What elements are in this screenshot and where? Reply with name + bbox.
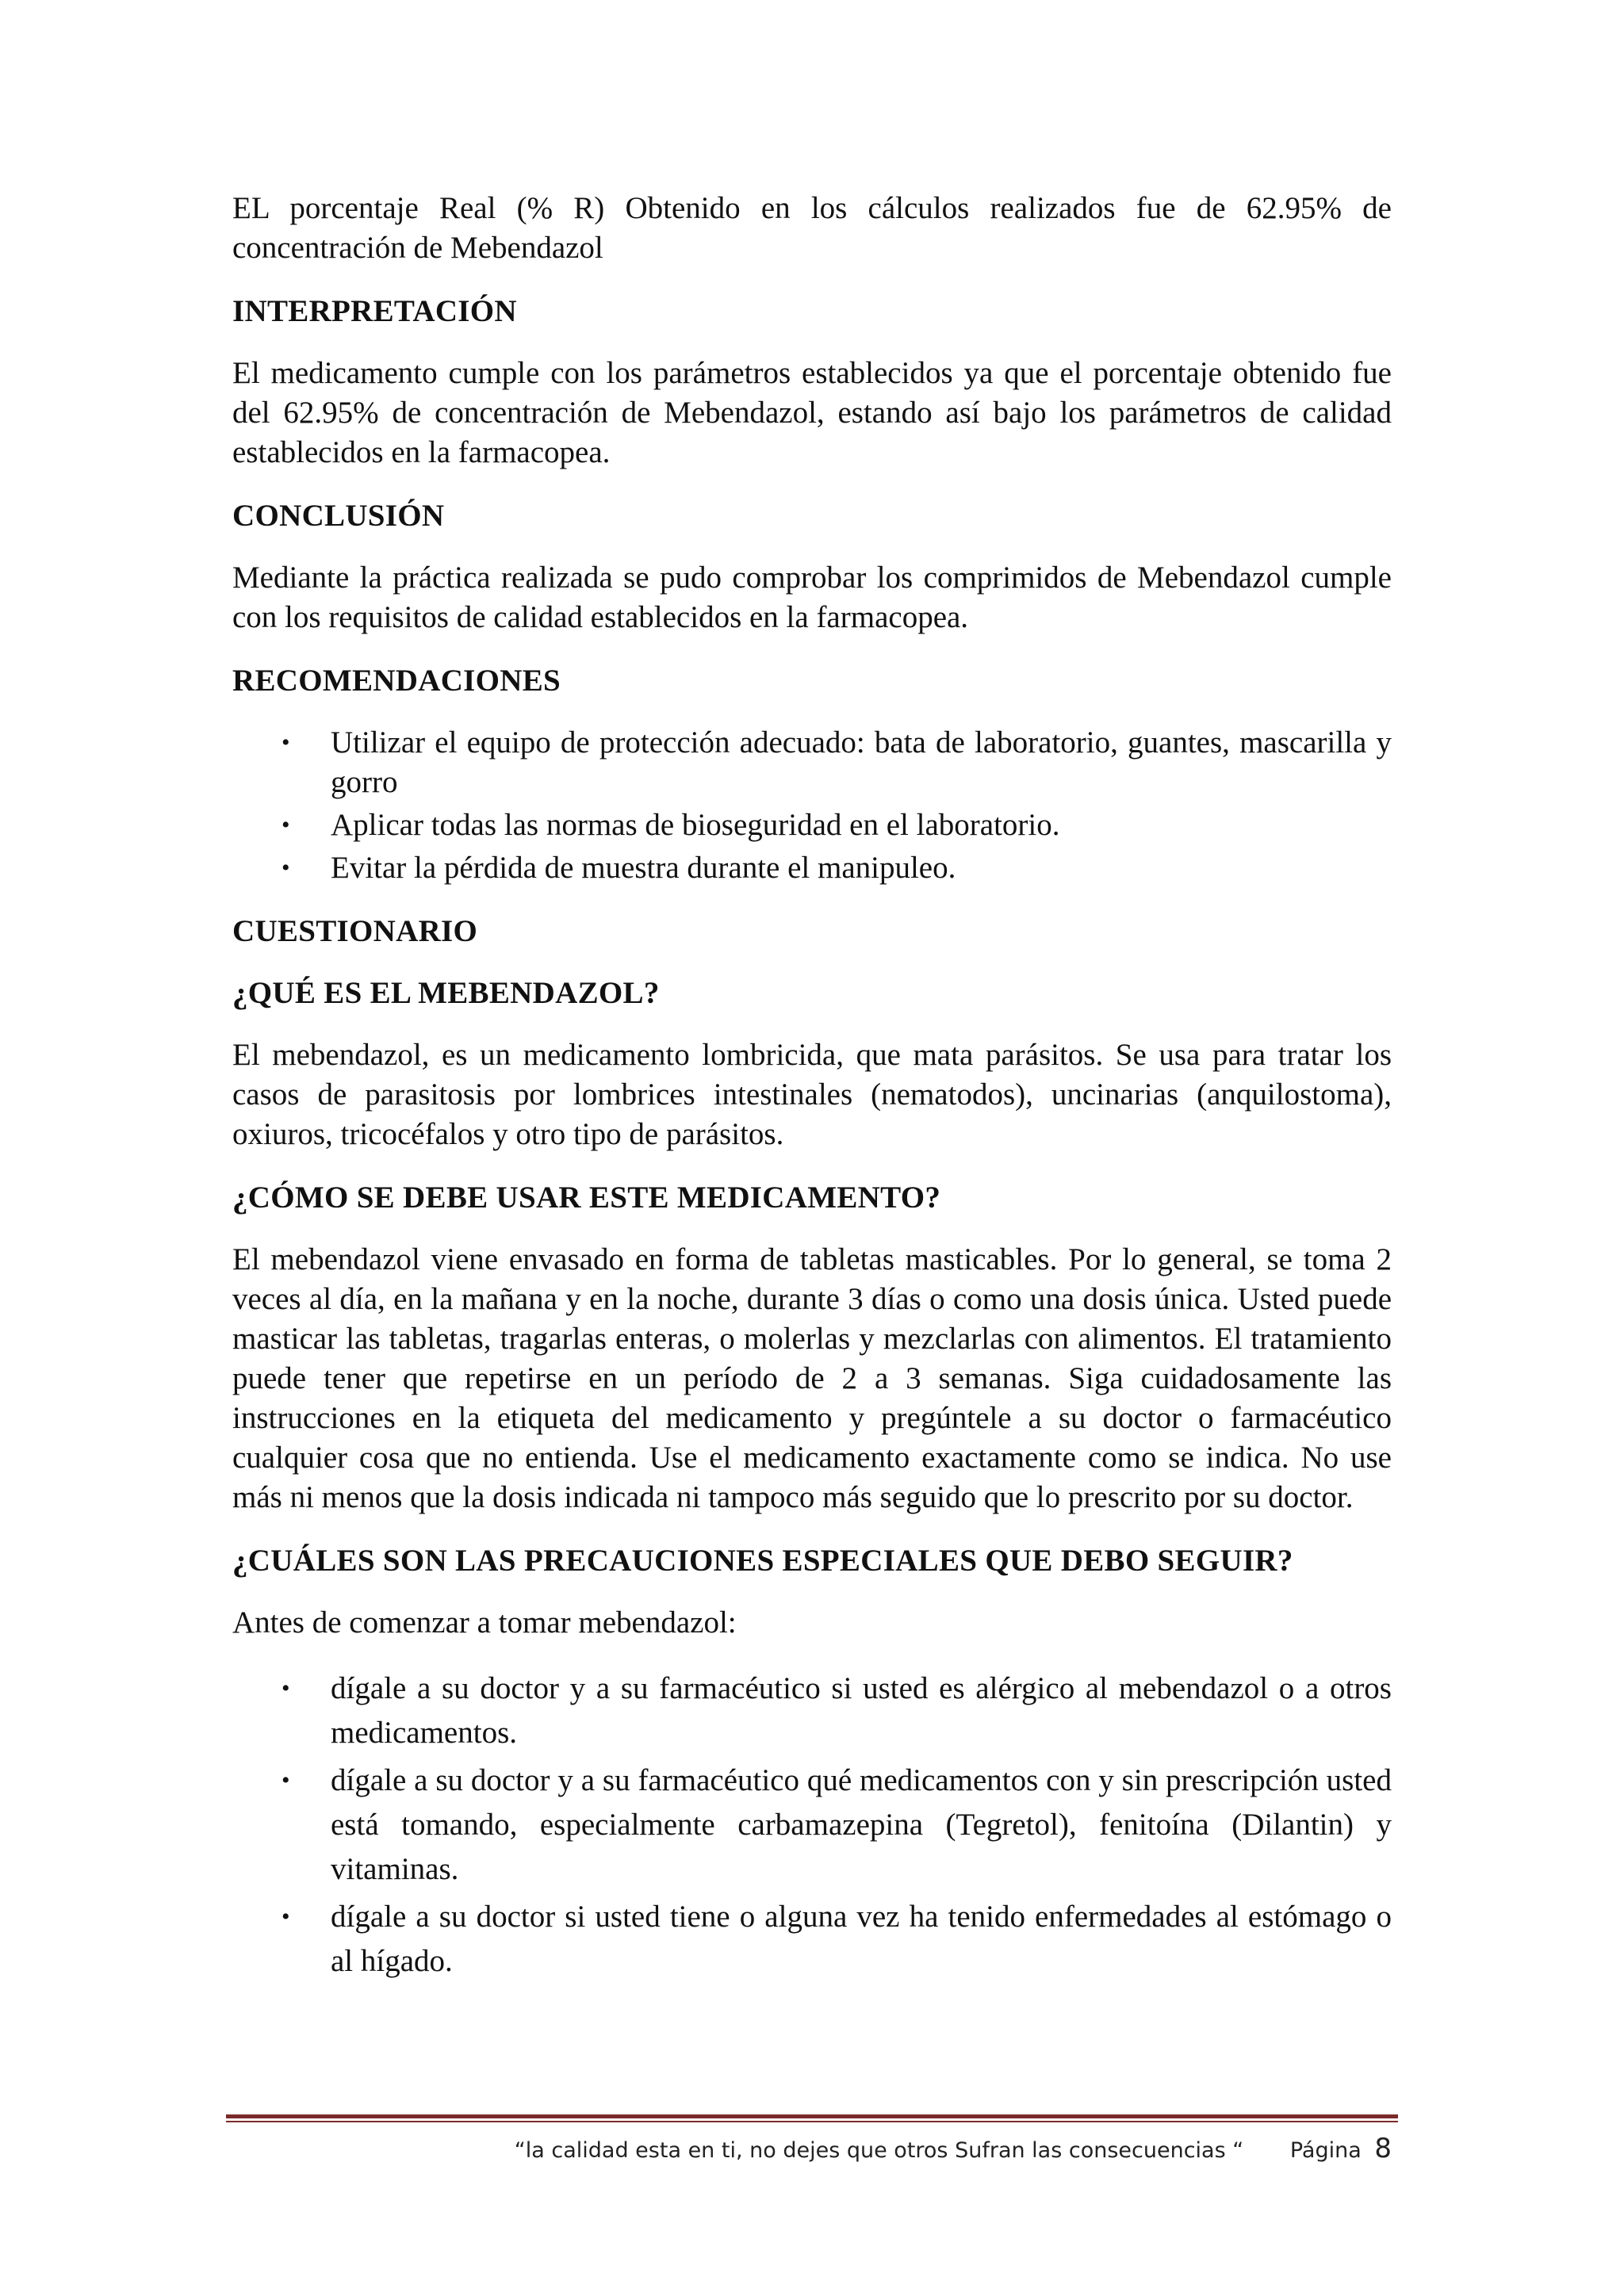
intro-paragraph: EL porcentaje Real (% R) Obtenido en los cálculos realizados fue de 62.95% de concentración de Mebendazol — [232, 191, 1392, 265]
footer-quote: “la calidad esta en ti, no dejes que otros Sufran las consecuencias “ — [514, 2138, 1244, 2163]
bullet-icon: • — [282, 1904, 290, 1930]
heading-conclusion: CONCLUSIÓN — [232, 499, 445, 533]
heading-cuestionario: CUESTIONARIO — [232, 914, 478, 948]
conclusion-paragraph: Mediante la práctica realizada se pudo comprobar los comprimidos de Mebendazol cumple con los requisitos de calidad establecidos en la farmacopea. — [232, 561, 1392, 634]
question-heading-2: ¿CÓMO SE DEBE USAR ESTE MEDICAMENTO? — [232, 1181, 941, 1215]
list-item: • Aplicar todas las normas de bioseguridad en el laboratorio. — [232, 806, 1392, 845]
footer-divider — [226, 2114, 1398, 2122]
list-item: • Evitar la pérdida de muestra durante el manipuleo. — [232, 848, 1392, 888]
question-heading-1: ¿QUÉ ES EL MEBENDAZOL? — [232, 976, 660, 1010]
answer-paragraph-2: El mebendazol viene envasado en forma de tabletas masticables. Por lo general, se toma 2 veces al día, en la mañana y en la noche, durante 3 días o como una dosis única. Usted puede masticar las tabletas, tragarlas enteras, o molerlas y mezclarlas con alimentos. El tratamiento puede tener que repetirse en un período de 2 a 3 semanas. Siga cuidadosamente las instrucciones en la etiqueta del medicamento y pregúntele a su doctor o farmacéutico cualquier cosa que no entienda. Use el medicamento exactamente como se indica. No use más ni menos que la dosis indicada ni tampoco más seguido que lo prescrito por su doctor. — [232, 1242, 1392, 1514]
bullet-icon: • — [282, 1767, 290, 1793]
answer-paragraph-1: El mebendazol, es un medicamento lombricida, que mata parásitos. Se usa para tratar los casos de parasitosis por lombrices intestinales (nematodos), uncinarias (anquilostoma), oxiuros, tricocéfalos y otro tipo de parásitos. — [232, 1038, 1392, 1151]
heading-recomendaciones: RECOMENDACIONES — [232, 664, 561, 698]
recomendaciones-list — [232, 723, 1392, 888]
answer-intro-3: Antes de comenzar a tomar mebendazol: — [232, 1605, 737, 1640]
list-item: • dígale a su doctor y a su farmacéutico qué medicamentos con y sin prescripción usted está tomando, especialmente carbamazepina (Tegretol), fenitoína (Dilantin) y vitaminas. — [232, 1758, 1392, 1892]
list-item: • Utilizar el equipo de protección adecuado: bata de laboratorio, guantes, mascarilla y gorro — [232, 723, 1392, 802]
list-item: • dígale a su doctor y a su farmacéutico si usted es alérgico al mebendazol o a otros medicamentos. — [232, 1667, 1392, 1755]
heading-interpretacion: INTERPRETACIÓN — [232, 294, 517, 328]
page-number: 8 — [1374, 2133, 1392, 2164]
precauciones-list — [232, 1667, 1392, 1984]
list-item: • dígale a su doctor si usted tiene o alguna vez ha tenido enfermedades al estómago o al hígado. — [232, 1895, 1392, 1984]
bullet-icon: • — [282, 729, 290, 756]
bullet-icon: • — [282, 1675, 290, 1701]
bullet-icon: • — [282, 812, 290, 838]
question-heading-3: ¿CUÁLES SON LAS PRECAUCIONES ESPECIALES QUE DEBO SEGUIR? — [232, 1544, 1293, 1578]
bullet-icon: • — [282, 855, 290, 881]
document-body — [232, 189, 1392, 2007]
interpretacion-paragraph: El medicamento cumple con los parámetros establecidos ya que el porcentaje obtenido fue del 62.95% de concentración de Mebendazol, estando así bajo los parámetros de calidad establecidos en la farmacopea. — [232, 356, 1392, 469]
page-label: Página — [1289, 2138, 1362, 2163]
page-footer — [226, 2133, 1392, 2167]
